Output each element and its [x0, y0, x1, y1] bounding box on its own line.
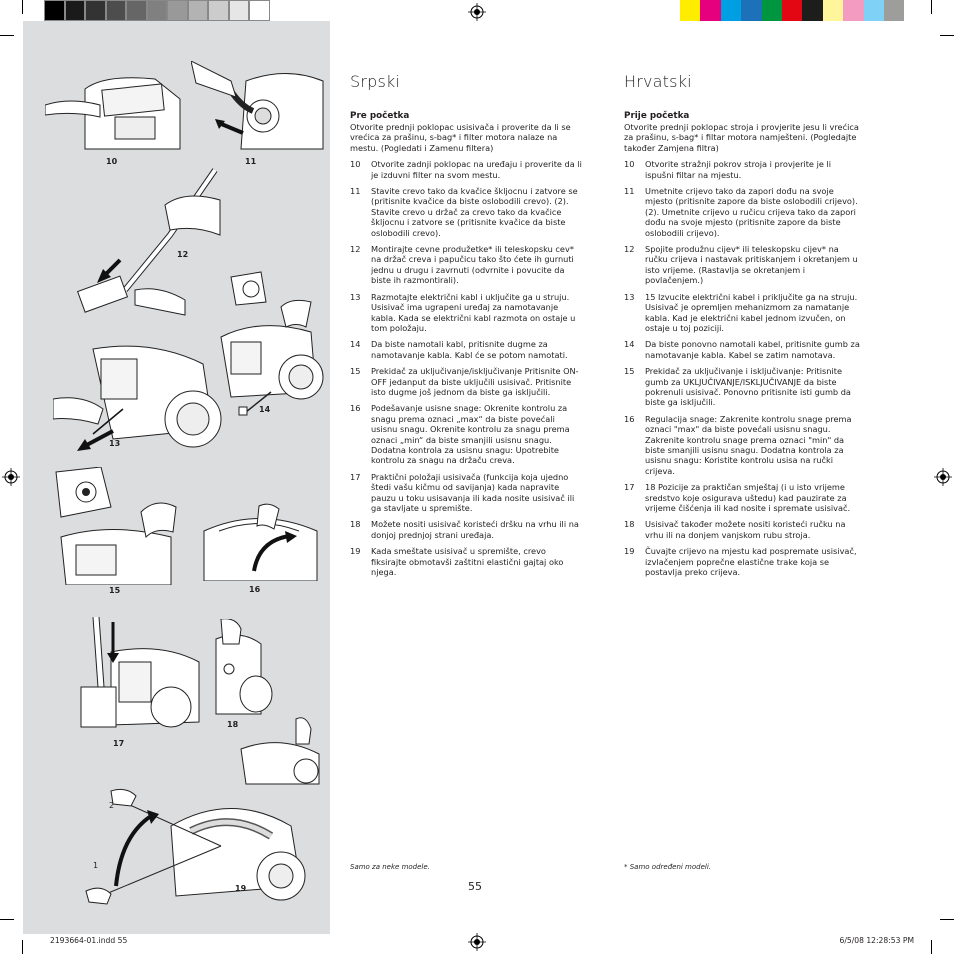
step-item	[350, 546, 582, 577]
step-text: Montirajte cevne produžetke* ili teleskopsku cev* na držač creva i papučicu tako što ćete ih gurnuti jednu u drugu i zavrnuti (odvrnite i povucite da biste ih razmontirali).	[371, 244, 574, 286]
step-text: Otvorite stražnji pokrov stroja i provjerite je li ispušni filtar na mjestu.	[645, 159, 832, 180]
steps-list	[350, 159, 582, 577]
step-text: Regulacija snage: Zakrenite kontrolu snage prema oznaci "max" da biste povećali usisnu snagu. Zakrenite kontrolu snage prema oznaci "min" da biste smanjili usisnu snagu. Dodatna kontrola za usisnu snagu: Koristite kontrolu usisa na ručki crijeva.	[645, 413, 852, 476]
steps-list	[624, 159, 860, 577]
gray-swatch	[44, 0, 65, 21]
step-text: Usisivač također možete nositi koristeći ručku na vrhu ili na donjem vanjskom rubu stroja.	[645, 519, 846, 540]
figure-18-illustration	[201, 619, 326, 789]
gray-swatch	[208, 0, 229, 21]
crop-mark	[0, 919, 14, 920]
step-text: Prekidač za uključivanje i isključivanje: Pritisnite gumb za UKLJUČIVANJE/ISKLJUČIVANJE da biste pokrenuli usisivač. Ponovno pritisnite isti gumb da biste ga isključili.	[645, 366, 851, 408]
step-text: Spojite produžnu cijev* ili teleskopsku cijev* na ručku crijeva i nastavak pritiskanjem i okretanjem u isto vrijeme. (Rastavlja se okretanjem i povlačenjem.)	[645, 244, 858, 286]
crop-mark	[931, 940, 932, 954]
step-item	[624, 186, 860, 238]
figure-10-illustration	[45, 69, 185, 155]
crop-mark	[22, 940, 23, 954]
step-text: Prekidač za uključivanje/isključivanje Pritisnite ON-OFF jedanput da biste uključili usisivač. Pritisnite isto dugme još jednom da biste ga isključili.	[371, 366, 579, 397]
gray-swatch	[65, 0, 86, 21]
step-text: Praktični položaji usisivača (funkcija koja ujedno štedi vašu kičmu od savijanja) kada napravite pauzu u toku usisavanja ili kada nosite usisivač ili ga stavljate u spremište.	[371, 471, 575, 513]
step-item	[624, 414, 860, 476]
page-number: 55	[468, 880, 482, 893]
step-text: Razmotajte električni kabl i uključite ga u struju. Usisivač ima ugrapeni uređaj za namotavanje kabla. Kada se električni kabl razmota on ostaje u tom položaju.	[371, 291, 576, 333]
step-number: 11	[350, 186, 361, 197]
figure-label: 12	[177, 250, 189, 259]
arrow-label: 2	[109, 801, 115, 810]
timestamp-slug: 6/5/08 12:28:53 PM	[839, 936, 914, 945]
figure-14-illustration	[211, 267, 329, 417]
grayscale-calibration-bar	[44, 0, 270, 21]
figure-label: 18	[227, 720, 239, 729]
figure-17-illustration	[71, 617, 201, 732]
figure-label: 19	[235, 884, 247, 893]
step-item	[350, 339, 582, 360]
step-number: 15	[350, 366, 361, 377]
step-item	[350, 472, 582, 514]
gray-swatch	[249, 0, 270, 21]
step-text: Da biste ponovno namotali kabel, pritisnite gumb za namotavanje kabla. Kabel se zatim namotava.	[645, 339, 860, 360]
color-swatch	[843, 0, 863, 21]
crop-mark	[0, 35, 14, 36]
step-text: Umetnite crijevo tako da zapori dođu na svoje mjesto (pritisnite zapore da biste oslobodili crijevo). (2). Umetnite crijevo u ručicu crijeva tako da zapori dođu na svoje mjesto (pritisnite zapore da biste oslobodili crijevo).	[645, 186, 858, 238]
step-text: Kada smeštate usisivač u spremište, crevo fiksirajte obmotavši zaštitni elastični gajtaj oko njega.	[371, 546, 564, 578]
crop-mark	[940, 919, 954, 920]
figure-13-illustration	[53, 339, 223, 457]
step-item	[350, 403, 582, 465]
intro-paragraph: Otvorite prednji poklopac usisivača i proverite da li se vrećica za prašinu, s-bag* i filter motora nalaze na mestu. (Pogledati i Zamenu filtera)	[350, 122, 571, 153]
step-number: 12	[350, 244, 361, 255]
registration-mark-icon	[2, 468, 20, 486]
step-number: 14	[350, 339, 361, 350]
step-number: 14	[624, 339, 635, 350]
step-item	[350, 366, 582, 397]
color-swatch	[782, 0, 802, 21]
section-title-hrvatski: Hrvatski	[624, 72, 692, 91]
section-title-srpski: Srpski	[350, 72, 401, 91]
color-calibration-bar	[680, 0, 904, 21]
step-item	[350, 244, 582, 286]
registration-mark-icon	[468, 933, 486, 951]
step-text: Stavite crevo tako da kvačice škljocnu i zatvore se (pritisnite kvačice da biste oslobodili crevo). (2). Stavite crevo u držač za crevo tako da kvačice škljocnu i zatvore se (pritisnite kvačice da biste oslobodili crevo).	[371, 186, 578, 238]
figure-label: 13	[109, 439, 121, 448]
arrow-label: 1	[93, 861, 99, 870]
step-item	[624, 244, 860, 286]
step-item	[350, 292, 582, 334]
color-swatch	[884, 0, 904, 21]
figure-15-illustration	[51, 467, 181, 585]
figure-label: 11	[245, 157, 257, 166]
gray-swatch	[126, 0, 147, 21]
file-slug: 2193664-01.indd 55	[50, 936, 128, 945]
step-number: 16	[350, 403, 361, 414]
step-text: 15 Izvucite električni kabel i priključite ga na struju. Usisivač je opremljen mehanizmom za namatanje kabla. Kad je električni kabel jednom izvučen, on ostaje u toj poziciji.	[645, 291, 858, 333]
figure-12-illustration	[75, 165, 225, 340]
registration-mark-icon	[468, 3, 486, 21]
color-swatch	[864, 0, 884, 21]
step-text: 18 Pozicije za praktičan smještaj (i u isto vrijeme sredstvo koje osigurava uštedu) kad pauzirate za vrijeme čišćenja ili kad nosite i spremate usisivač.	[645, 482, 851, 513]
footnote: Samo za neke modele.	[350, 863, 430, 871]
figure-label: 17	[113, 739, 125, 748]
color-swatch	[762, 0, 782, 21]
step-text: Otvorite zadnji poklopac na uređaju i proverite da li je izduvni filter na svom mestu.	[371, 159, 582, 180]
step-number: 17	[350, 471, 361, 482]
figure-19-illustration	[81, 786, 321, 916]
figure-11-illustration	[191, 61, 326, 153]
step-number: 16	[624, 413, 635, 424]
registration-mark-icon	[934, 468, 952, 486]
color-swatch	[823, 0, 843, 21]
hrvatski-column	[624, 72, 860, 583]
step-item	[624, 339, 860, 360]
figure-label: 16	[249, 585, 261, 594]
step-number: 18	[350, 519, 361, 530]
footnote: * Samo određeni modeli.	[624, 863, 712, 871]
step-item	[624, 159, 860, 180]
step-text: Da biste namotali kabl, pritisnite dugme za namotavanje kabla. Kabl će se potom namotati.	[371, 339, 568, 360]
section-heading: Pre početka	[350, 111, 410, 121]
gray-swatch	[147, 0, 168, 21]
color-swatch	[700, 0, 720, 21]
step-item	[624, 546, 860, 577]
step-number: 17	[624, 482, 635, 493]
step-number: 11	[624, 186, 635, 197]
gray-swatch	[85, 0, 106, 21]
step-number: 10	[350, 159, 361, 170]
step-number: 19	[350, 546, 361, 557]
section-heading: Prije početka	[624, 111, 690, 121]
step-item	[624, 519, 860, 540]
figure-16-illustration	[199, 501, 324, 581]
gray-swatch	[106, 0, 127, 21]
crop-mark	[931, 0, 932, 14]
figure-label: 10	[106, 157, 118, 166]
step-item	[350, 159, 582, 180]
gray-swatch	[167, 0, 188, 21]
color-swatch	[741, 0, 761, 21]
illustration-panel	[23, 21, 330, 934]
step-item	[624, 292, 860, 334]
step-number: 15	[624, 366, 635, 377]
color-swatch	[802, 0, 822, 21]
srpski-column	[350, 72, 582, 583]
step-number: 13	[624, 291, 635, 302]
step-item	[350, 519, 582, 540]
step-text: Možete nositi usisivač koristeći dršku na vrhu ili na donjoj prednjoj strani uređaja.	[371, 519, 579, 540]
step-number: 13	[350, 291, 361, 302]
step-number: 10	[624, 159, 635, 170]
step-item	[624, 482, 860, 513]
color-swatch	[721, 0, 741, 21]
gray-swatch	[188, 0, 209, 21]
figure-label: 14	[259, 405, 271, 414]
step-number: 19	[624, 546, 635, 557]
step-text: Čuvajte crijevo na mjestu kad pospremate usisivač, izvlačenjem poprečne elastične trake koja se postavlja preko crijeva.	[645, 546, 857, 578]
figure-label: 15	[109, 586, 121, 595]
crop-mark	[22, 0, 23, 14]
gray-swatch	[229, 0, 250, 21]
step-item	[350, 186, 582, 238]
intro-paragraph: Otvorite prednji poklopac stroja i provjerite jesu li vrećica za prašinu, s-bag* i filtar motora namješteni. (Pogledajte također Zamjena filtra)	[624, 122, 859, 153]
step-text: Podešavanje usisne snage: Okrenite kontrolu za snagu prema oznaci „max“ da biste povećali usisnu snagu. Okrenite kontrolu za snagu prema oznaci „min“ da biste smanjili usisnu snagu. Dodatna kontrola za usisnu snagu: Upotrebite kontrolu za snagu na držaču creva.	[371, 403, 570, 466]
color-swatch	[680, 0, 700, 21]
crop-mark	[940, 35, 954, 36]
step-item	[624, 366, 860, 408]
step-number: 12	[624, 244, 635, 255]
step-number: 18	[624, 519, 635, 530]
